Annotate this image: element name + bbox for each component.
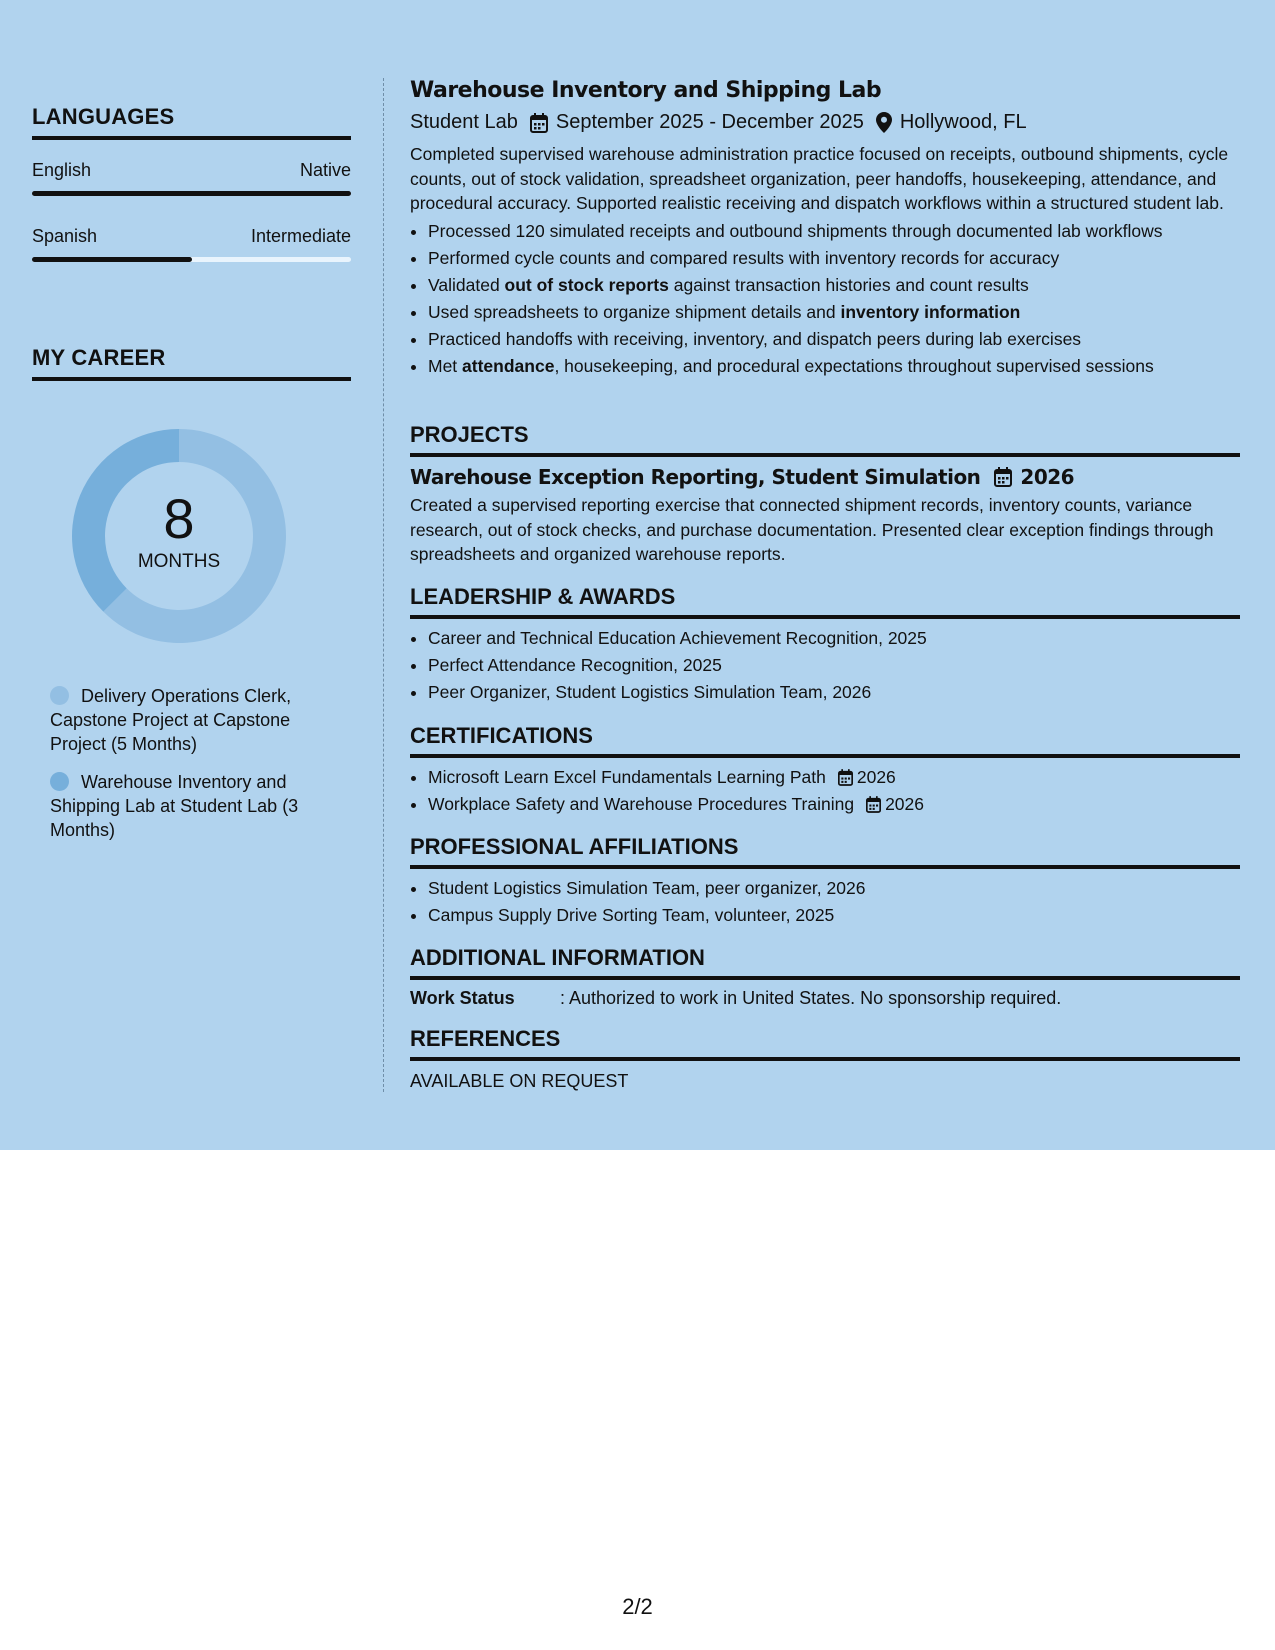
work-status-row [410, 988, 1240, 1009]
language-row [32, 226, 351, 247]
legend-dot [50, 772, 69, 791]
certification-name: • Microsoft Learn Excel Fundamentals Learning Path [428, 767, 826, 787]
certifications-heading: CERTIFICATIONS [410, 723, 1240, 758]
affiliations-heading: PROFESSIONAL AFFILIATIONS [410, 834, 1240, 869]
language-proficiency-bar [32, 257, 351, 262]
language-level: Intermediate [250, 226, 351, 246]
job-bullets [410, 218, 1240, 380]
list-item: • Campus Supply Drive Sorting Team, volunteer, 2025 [428, 902, 1240, 929]
list-item: • Used spreadsheets to organize shipment details and inventory information [428, 299, 1240, 326]
language-name: Spanish [32, 226, 98, 246]
additional-info-section [410, 945, 1240, 1009]
certifications-list [410, 764, 1240, 818]
job-location: Hollywood, FL [899, 111, 1027, 133]
calendar-icon [994, 467, 1012, 487]
language-level: Native [299, 160, 351, 180]
project-description: Created a supervised reporting exercise that connected shipment records, inventory counts, variance research, out of stock checks, and purchase documentation. Presented clear exception findings through spreadsheets and organized warehouse reports. [410, 495, 1214, 564]
project-title-row [410, 465, 1240, 489]
list-item: • Peer Organizer, Student Logistics Simulation Team, 2026 [428, 679, 1240, 706]
projects-section [410, 422, 1240, 567]
list-item: • Processed 120 simulated receipts and outbound shipments through documented lab workflows [428, 218, 1240, 245]
work-status-value: : Authorized to work in United States. No sponsorship required. [560, 988, 1062, 1008]
list-item: • Met attendance, housekeeping, and procedural expectations throughout supervised sessions [428, 353, 1240, 380]
language-name: English [32, 160, 92, 180]
additional-info-heading: ADDITIONAL INFORMATION [410, 945, 1240, 980]
job-summary: Completed supervised warehouse administration practice focused on receipts, outbound shipments, cycle counts, out of stock validation, spreadsheet organization, peer handoffs, housekeeping, attendance, and procedural accuracy. Supported realistic receiving and dispatch workflows within a structured student lab. [410, 144, 1229, 213]
list-item: • Student Logistics Simulation Team, peer organizer, 2026 [428, 875, 1240, 902]
career-total-number: 8 [163, 487, 195, 550]
donut-center [66, 423, 292, 649]
page-number: 2/2 [622, 1594, 653, 1619]
leadership-section [410, 584, 1240, 706]
column-divider [383, 78, 384, 1092]
references-text: AVAILABLE ON REQUEST [410, 1071, 629, 1091]
experience-entry [410, 78, 1240, 380]
career-legend-item [50, 684, 325, 756]
career-total-unit: MONTHS [137, 551, 221, 572]
career-section [32, 345, 351, 381]
languages-section [32, 104, 351, 262]
certification-year: 2026 [856, 767, 896, 787]
list-item: • Practiced handoffs with receiving, inventory, and dispatch peers during lab exercises [428, 326, 1240, 353]
list-item [428, 764, 1240, 791]
certifications-section [410, 723, 1240, 818]
career-legend [50, 684, 325, 856]
project-year: 2026 [1020, 465, 1075, 489]
project-title: Warehouse Exception Reporting, Student Simulation [410, 465, 981, 489]
list-item: • Career and Technical Education Achievement Recognition, 2025 [428, 625, 1240, 652]
certification-name: • Workplace Safety and Warehouse Procedures Training [428, 794, 855, 814]
languages-heading: LANGUAGES [32, 104, 351, 140]
job-meta [410, 111, 1240, 134]
career-legend-item [50, 770, 325, 842]
calendar-icon [838, 769, 853, 786]
language-proficiency-fill [32, 191, 351, 196]
affiliations-section [410, 834, 1240, 929]
affiliations-list [410, 875, 1240, 929]
job-dates: September 2025 - December 2025 [555, 111, 864, 133]
calendar-icon [866, 796, 881, 813]
work-status-label: Work Status [410, 988, 515, 1008]
certification-year: 2026 [885, 794, 924, 814]
career-donut-chart [66, 423, 292, 649]
language-proficiency-fill [32, 257, 192, 262]
language-row [32, 160, 351, 181]
projects-heading: PROJECTS [410, 422, 1240, 457]
leadership-list [410, 625, 1240, 706]
job-org: Student Lab [410, 111, 518, 133]
list-item [428, 791, 1240, 818]
references-section [410, 1026, 1240, 1092]
legend-dot [50, 686, 69, 705]
leadership-heading: LEADERSHIP & AWARDS [410, 584, 1240, 619]
career-item-text: Warehouse Inventory and Shipping Lab at Student Lab (3 Months) [50, 772, 299, 840]
language-proficiency-bar [32, 191, 351, 196]
list-item: • Performed cycle counts and compared results with inventory records for accuracy [428, 245, 1240, 272]
career-heading: MY CAREER [32, 345, 351, 381]
references-heading: REFERENCES [410, 1026, 1240, 1061]
career-item-text: Delivery Operations Clerk, Capstone Project at Capstone Project (5 Months) [50, 686, 292, 754]
location-pin-icon [876, 112, 892, 133]
list-item: • Perfect Attendance Recognition, 2025 [428, 652, 1240, 679]
list-item: • Validated out of stock reports against transaction histories and count results [428, 272, 1240, 299]
job-title: Warehouse Inventory and Shipping Lab [410, 78, 882, 103]
calendar-icon [530, 113, 548, 133]
